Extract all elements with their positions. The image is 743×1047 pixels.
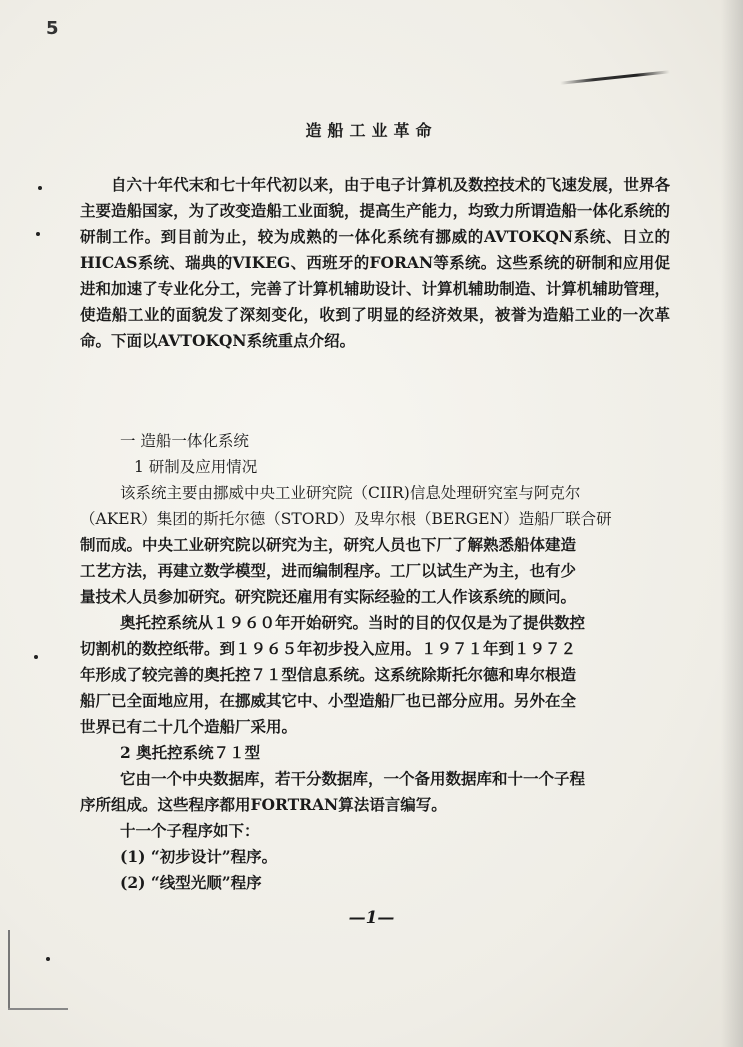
intro-text: 自六十年代末和七十年代初以来，由于电子计算机及数控技术的飞速发展，世界各主要造船国家，为了改变造船工业面貌，提高生产能力，均致力所谓造船一体化系统的研制工作。到目前为止，较为成熟的一体化系统有挪威的AVTOKQN系统、日立的HICAS系统、瑞典的VIKEG、西班牙的FORAN等系统。这些系统的研制和应用促进和加速了专业化分工，完善了计算机辅助设计、计算机辅助制造、计算机辅助管理，使造船工业的面貌发了深刻变化，收到了明显的经济效果，被誉为造船工业的一次革命。下面以AVTOKQN系统重点介绍。 [80,175,670,350]
corner-handwritten-mark: 5 [46,18,59,39]
body-line: 世界已有二十几个造船厂采用。 [80,717,298,736]
body-line: （AKER）集团的斯托尔德（STORD）及卑尔根（BERGEN）造船厂联合研 [80,510,612,528]
body-line: 切割机的数控纸带。到１９６５年初步投入应用。１９７１年到１９７２ [80,639,577,658]
scan-speck [46,957,50,961]
page-edge-shadow [721,0,743,1047]
section-1 [80,428,670,896]
page-title: 造船工业革命 [305,121,438,140]
subsection-heading: 1 研制及应用情况 [134,458,258,476]
scan-speck [38,186,42,190]
body-line: 量技术人员参加研究。研究院还雇用有实际经验的工人作该系统的顾问。 [80,587,577,606]
margin-line [8,930,10,1010]
body-line: 制而成。中央工业研究院以研究为主，研究人员也下厂了解熟悉船体建造 [80,535,577,554]
body-line: 它由一个中央数据库，若干分数据库，一个备用数据库和十一个子程 [120,769,586,788]
intro-paragraph [80,172,670,354]
pen-stroke-mark [560,70,670,84]
list-intro: 十一个子程序如下： [120,821,260,840]
page-number: —1— [348,908,395,928]
section-heading: 一 造船一体化系统 [120,432,249,450]
body-line: 奥托控系统从１９６０年开始研究。当时的目的仅仅是为了提供数控 [120,613,586,632]
body-line: 船厂已全面地应用，在挪威其它中、小型造船厂也已部分应用。另外在全 [80,691,577,710]
body-line: 工艺方法，再建立数学模型，进而编制程序。工厂以试生产为主，也有少 [80,561,577,580]
body-line: 序所组成。这些程序都用FORTRAN算法语言编写。 [80,795,447,814]
list-item: (1) “初步设计”程序。 [120,847,278,866]
body-line: 年形成了较完善的奥托控７１型信息系统。这系统除斯托尔德和卑尔根造 [80,665,577,684]
subsection-heading: 2 奥托控系统７１型 [120,743,261,762]
list-item: (2) “线型光顺”程序 [120,873,262,892]
scan-speck [36,232,40,236]
body-line: 该系统主要由挪威中央工业研究院（CIIR)信息处理研究室与阿克尔 [120,484,581,502]
scan-speck [34,655,38,659]
margin-line [8,1008,68,1010]
